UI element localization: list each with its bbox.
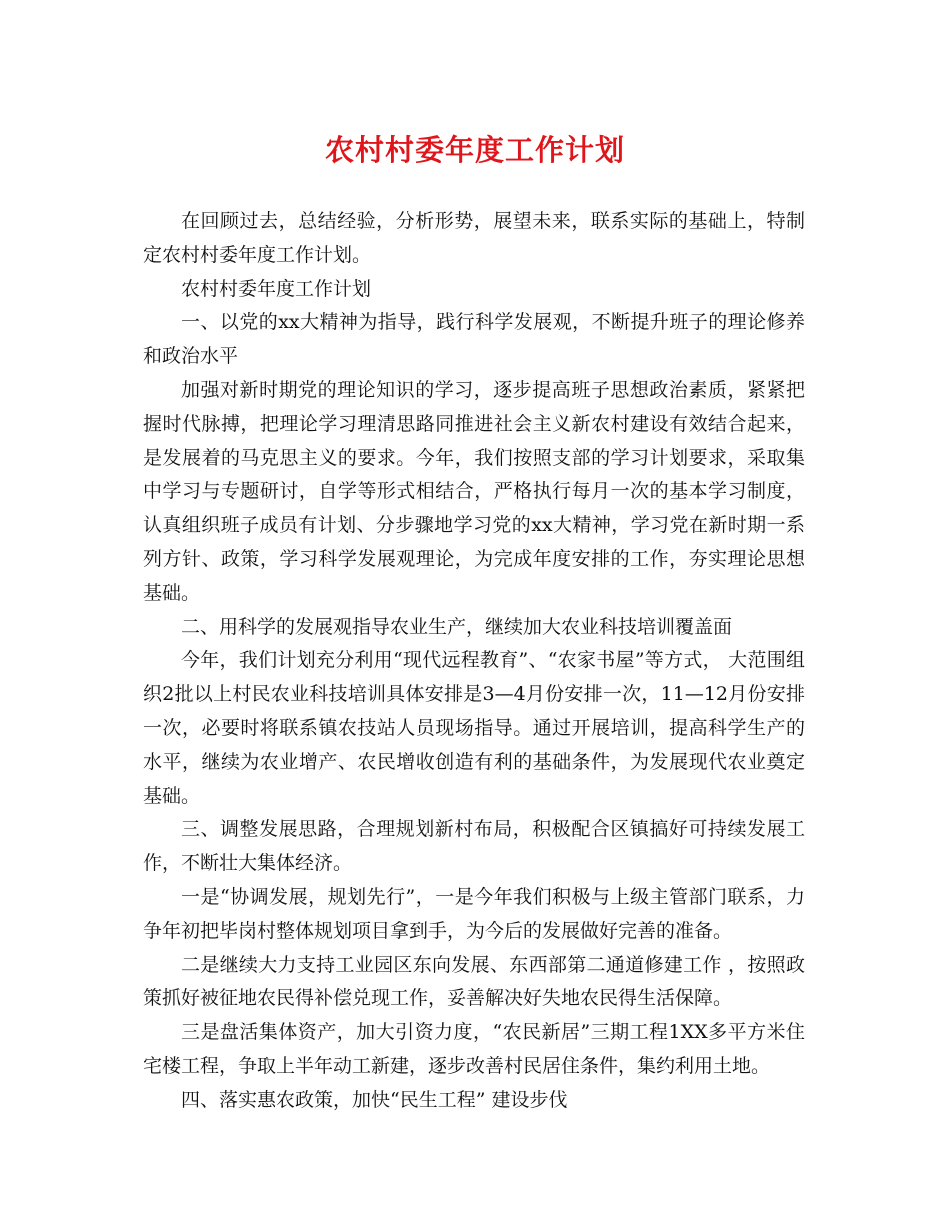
- section-1-paragraph: 加强对新时期党的理论知识的学习，逐步提高班子思想政治素质，紧紧把握时代脉搏，把理论学习理清思路同推进社会主义新农村建设有效结合起来，是发展着的马克思主义的要求。今年，我们按照支部的学习计划要求，采取集中学习与专题研讨，自学等形式相结合，严格执行每月一次的基本学习制度，认真组织班子成员有计划、分步骤地学习党的xx大精神，学习党在新时期一系列方针、政策，学习科学发展观理论，为完成年度安排的工作，夯实理论思想基础。: [143, 378, 805, 604]
- section-heading-2: 二、用科学的发展观指导农业生产，继续加大农业科技培训覆盖面: [181, 615, 733, 638]
- section-heading-1: 一、以党的xx大精神为指导，践行科学发展观，不断提升班子的理论修养和政治水平: [143, 311, 805, 368]
- section-heading-4: 四、落实惠农政策，加快“民生工程” 建设步伐: [181, 1088, 568, 1111]
- document-title: 农村村委年度工作计划: [324, 133, 625, 167]
- section-heading-3: 三、调整发展思路，合理规划新村布局，积极配合区镇搞好可持续发展工作，不断壮大集体经济。: [143, 818, 805, 875]
- section-3-item-1: 一是“协调发展，规划先行”，一是今年我们积极与上级主管部门联系，力争年初把毕岗村整体规划项目拿到手，为今后的发展做好完善的准备。: [143, 885, 805, 942]
- section-2-paragraph: 今年，我们计划充分利用“现代远程教育”、“农家书屋”等方式， 大范围组织2批以上村民农业科技培训具体安排是3—4月份安排一次，11—12月份安排一次，必要时将联系镇农技站人员现场指导。通过开展培训，提高科学生产的水平，继续为农业增产、农民增收创造有利的基础条件，为发展现代农业奠定基础。: [143, 649, 805, 807]
- subtitle-paragraph: 农村村委年度工作计划: [181, 277, 372, 300]
- section-3-item-2: 二是继续大力支持工业园区东向发展、东西部第二通道修建工作 ，按照政策抓好被征地农民得补偿兑现工作，妥善解决好失地农民得生活保障。: [143, 953, 805, 1010]
- document-body: [143, 205, 805, 1118]
- intro-paragraph: 在回顾过去，总结经验，分析形势，展望未来，联系实际的基础上，特制定农村村委年度工作计划。: [143, 210, 805, 266]
- section-3-item-3: 三是盘活集体资产，加大引资力度，“农民新居”三期工程1XX多平方米住宅楼工程，争取上半年动工新建，逐步改善村民居住条件，集约利用土地。: [143, 1021, 805, 1077]
